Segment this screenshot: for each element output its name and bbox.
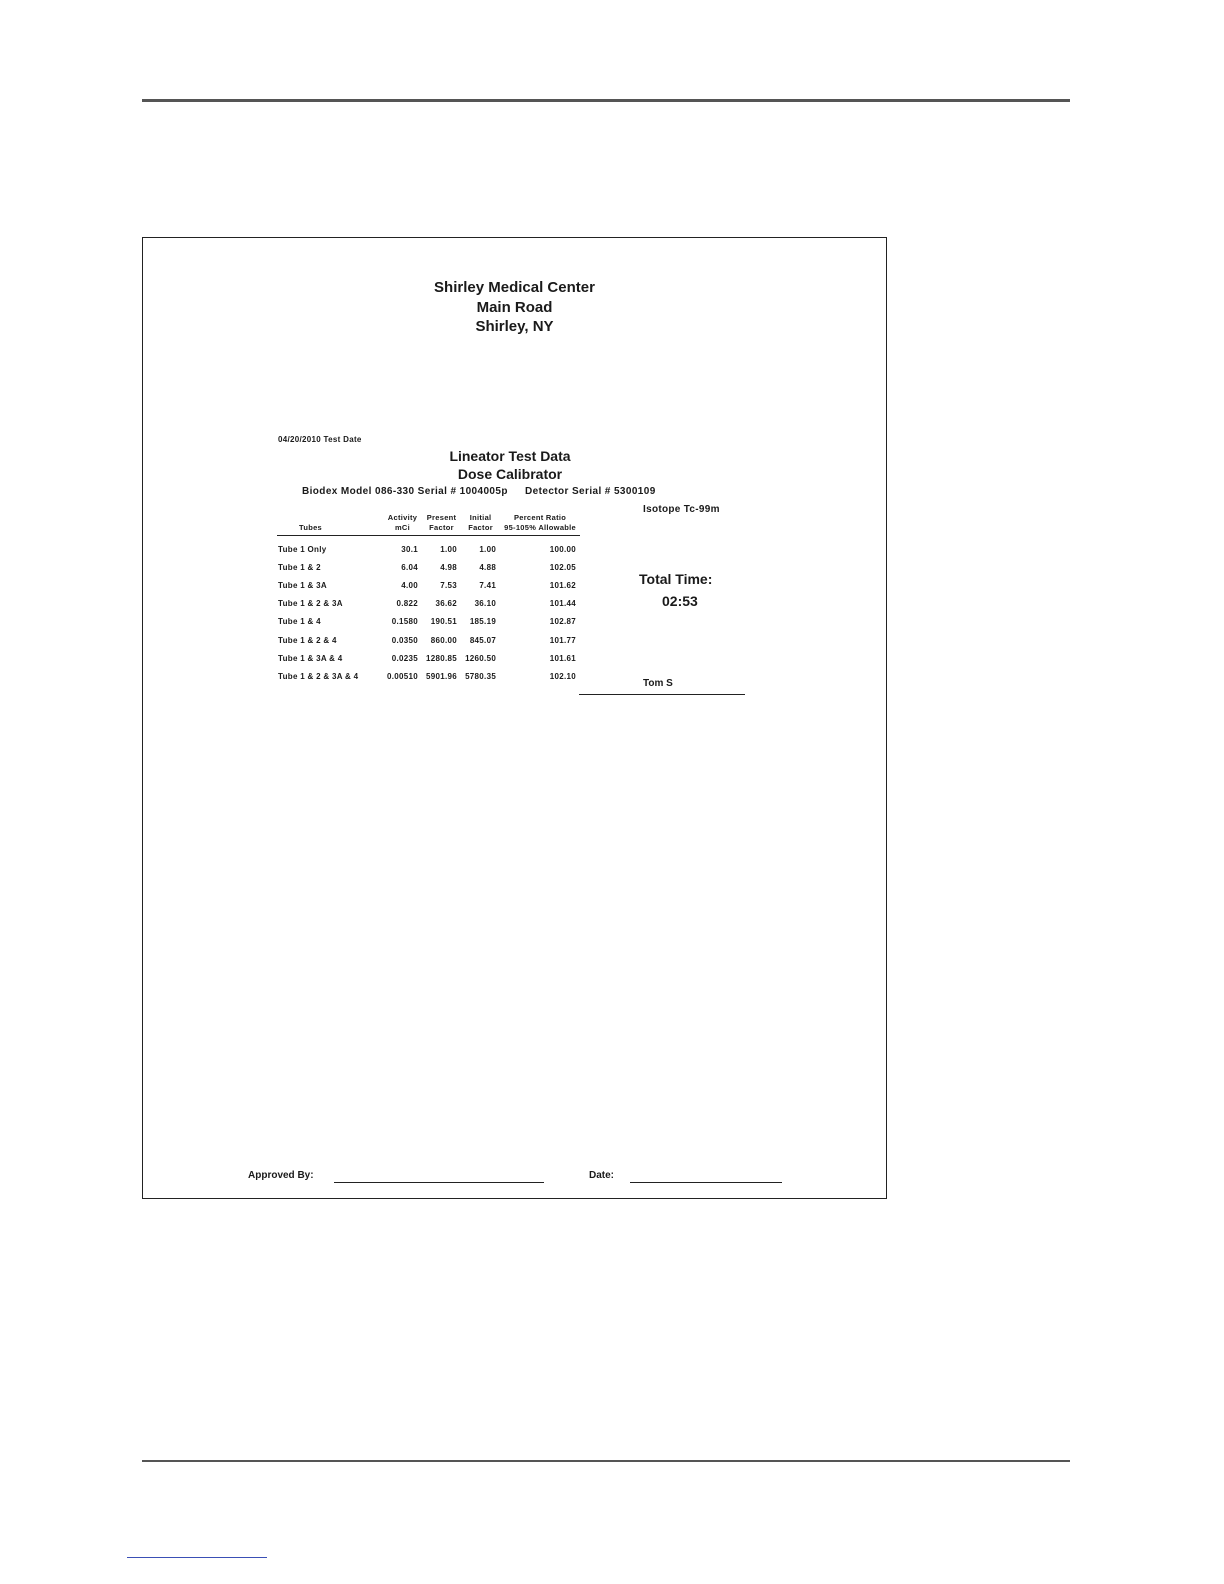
table-row: Tube 1 & 2 & 3A & 4 0.00510 5901.96 5780.35 102.10 <box>278 671 577 681</box>
org-city: Shirley, NY <box>475 318 554 335</box>
total-time-label: Total Time: <box>639 571 713 587</box>
footer-link-underline <box>127 1557 267 1558</box>
report-subtitle: Dose Calibrator <box>457 466 563 482</box>
col-header-percent-ratio: Percent Ratio 95-105% Allowable <box>500 513 580 536</box>
detector-serial: Detector Serial # 5300109 <box>525 486 656 497</box>
model-serial: Biodex Model 086-330 Serial # 1004005p <box>302 486 508 497</box>
date-line <box>630 1182 782 1183</box>
technician-name: Tom S <box>643 678 673 689</box>
linearity-table <box>277 513 580 686</box>
report-page <box>142 237 887 1199</box>
col-header-present-factor: Present Factor <box>422 513 461 536</box>
table-row: Tube 1 Only 30.1 1.00 1.00 100.00 <box>278 544 577 554</box>
report-title: Lineator Test Data <box>449 448 571 464</box>
device-info <box>302 486 670 497</box>
isotope: Isotope Tc-99m <box>643 504 720 515</box>
table-row: Tube 1 & 3A & 4 0.0235 1280.85 1260.50 101.61 <box>278 653 577 663</box>
table-row: Tube 1 & 2 & 3A 0.822 36.62 36.10 101.44 <box>278 599 577 609</box>
table-header-row <box>277 513 580 536</box>
table-row: Tube 1 & 4 0.1580 190.51 185.19 102.87 <box>278 617 577 627</box>
table-row: Tube 1 & 2 6.04 4.98 4.88 102.05 <box>278 562 577 572</box>
test-date: 04/20/2010 Test Date <box>278 435 362 444</box>
col-header-activity: Activity mCi <box>383 513 422 536</box>
org-name: Shirley Medical Center <box>434 279 595 296</box>
approved-by-line <box>334 1182 544 1183</box>
approved-by-label: Approved By: <box>248 1170 314 1181</box>
organization-header <box>143 278 886 337</box>
col-header-tubes: Tubes <box>277 513 383 536</box>
col-header-initial-factor: Initial Factor <box>461 513 500 536</box>
table-row: Tube 1 & 3A 4.00 7.53 7.41 101.62 <box>278 580 577 590</box>
org-address: Main Road <box>476 298 553 316</box>
technician-signature-line <box>579 694 745 695</box>
top-rule <box>142 99 1070 102</box>
table-row: Tube 1 & 2 & 4 0.0350 860.00 845.07 101.77 <box>278 635 577 645</box>
bottom-rule <box>142 1460 1070 1462</box>
date-label: Date: <box>589 1170 615 1181</box>
total-time-value: 02:53 <box>662 593 698 609</box>
